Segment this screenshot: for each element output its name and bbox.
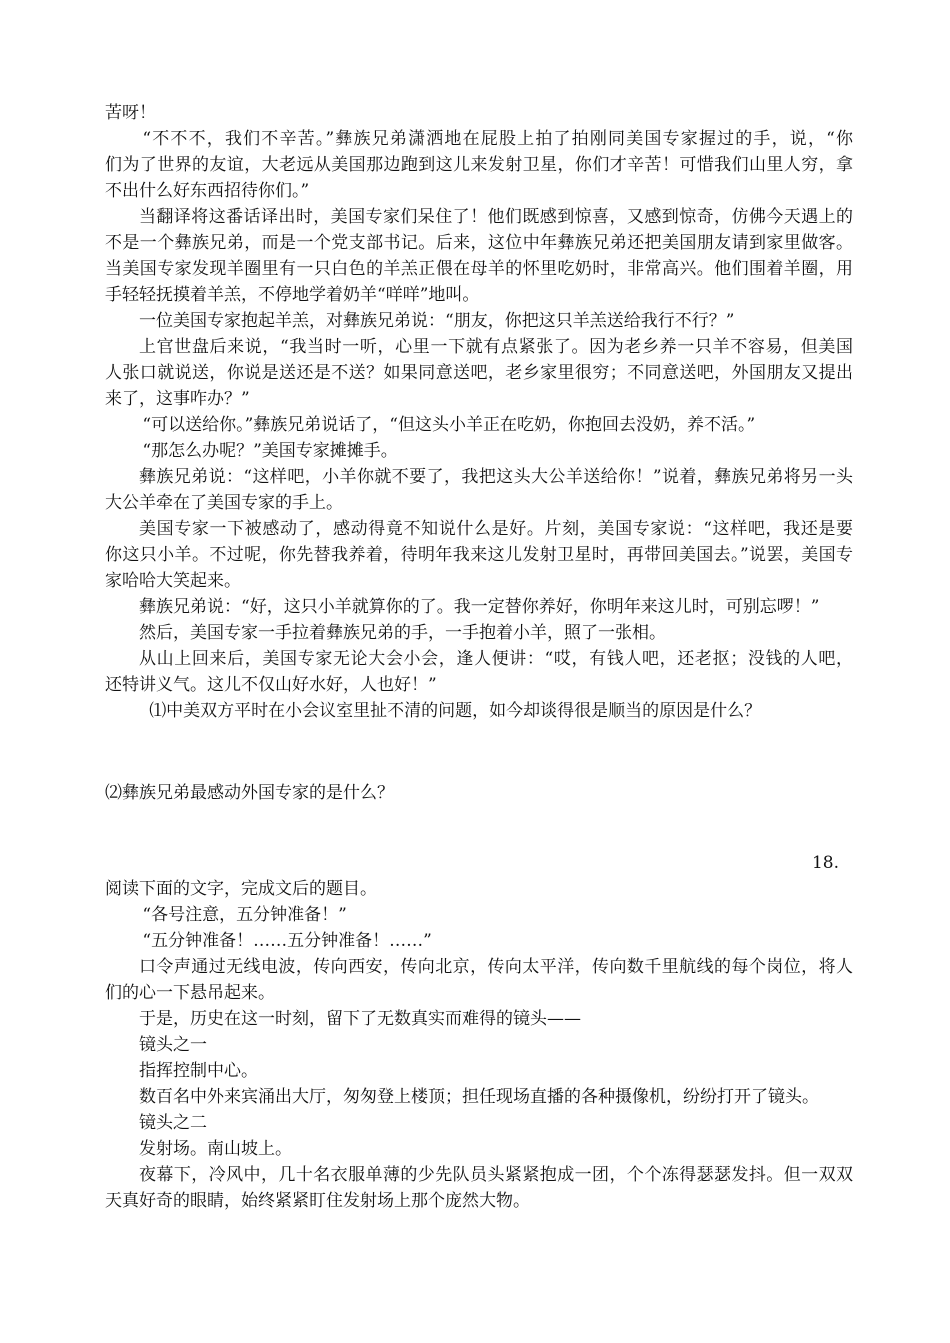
text-line: 苦呀！	[105, 103, 156, 123]
text-line: 一位美国专家抱起羊羔，对彝族兄弟说：“朋友，你把这只羊羔送给我行不行？”	[139, 311, 735, 331]
text-line: “那怎么办呢？”美国专家摊摊手。	[142, 441, 398, 461]
text-line: 阅读下面的文字，完成文后的题目。	[105, 879, 377, 899]
answer-space	[105, 724, 853, 780]
text-line: 指挥控制中心。	[139, 1061, 258, 1081]
text-line: 口令声通过无线电波，传向西安，传向北京，传向太平洋，传向数千里航线的每个岗位，将人	[139, 957, 853, 977]
text-line: 然后，美国专家一手拉着彝族兄弟的手，一手抱着小羊，照了一张相。	[139, 623, 666, 643]
text-line: 镜头之一	[139, 1035, 207, 1055]
text-line: 人张口就说送，你说是送还是不送？如果同意送吧，老乡家里很穷；不同意送吧，外国朋友又提出	[105, 363, 853, 383]
text-line: ⑴中美双方平时在小会议室里扯不清的问题，如今却谈得很是顺当的原因是什么？	[149, 701, 762, 721]
text-line: 当翻译将这番话译出时，美国专家们呆住了！他们既感到惊喜，又感到惊奇，仿佛今天遇上的	[139, 207, 853, 227]
text-line: “可以送给你。”彝族兄弟说话了，“但这头小羊正在吃奶，你抱回去没奶，养不活。”	[142, 415, 756, 435]
text-line: 当美国专家发现羊圈里有一只白色的羊羔正偎在母羊的怀里吃奶时，非常高兴。他们围着羊圈，用	[105, 259, 853, 279]
text-line: 们的心一下悬吊起来。	[105, 983, 275, 1003]
text-line: 彝族兄弟说：“好，这只小羊就算你的了。我一定替你养好，你明年来这儿时，可别忘啰！”	[139, 597, 820, 617]
text-line: 从山上回来后，美国专家无论大会小会，逢人便讲：“哎，有钱人吧，还老抠；没钱的人吧，	[139, 649, 853, 669]
text-line: “各号注意，五分钟准备！”	[142, 905, 347, 925]
text-line: 天真好奇的眼睛，始终紧紧盯住发射场上那个庞然大物。	[105, 1191, 530, 1211]
text-line: 发射场。南山坡上。	[139, 1139, 292, 1159]
text-line: 家哈哈大笑起来。	[105, 571, 241, 591]
text-line: 不出什么好东西招待你们。”	[105, 181, 310, 201]
passage-text	[105, 100, 853, 724]
text-line: 大公羊牵在了美国专家的手上。	[105, 493, 343, 513]
text-line: 于是，历史在这一时刻，留下了无数真实而难得的镜头——	[139, 1009, 581, 1029]
question-2: ⑵彝族兄弟最感动外国专家的是什么？	[105, 783, 394, 803]
text-line: “不不不，我们不辛苦。”彝族兄弟潇洒地在屁股上拍了拍刚同美国专家握过的手，说，“你	[142, 129, 853, 149]
text-line: “五分钟准备！……五分钟准备！……”	[142, 931, 432, 951]
text-line: 夜幕下，冷风中，几十名衣服单薄的少先队员头紧紧抱成一团，个个冻得瑟瑟发抖。但一双双	[139, 1165, 853, 1185]
text-line: 镜头之二	[139, 1113, 207, 1133]
text-line: 还特讲义气。这儿不仅山好水好，人也好！”	[105, 675, 437, 695]
text-line: 数百名中外来宾涌出大厅，匆匆登上楼顶；担任现场直播的各种摄像机，纷纷打开了镜头。	[139, 1087, 819, 1107]
text-line: 不是一个彝族兄弟，而是一个党支部书记。后来，这位中年彝族兄弟还把美国朋友请到家里做客。	[105, 233, 853, 253]
text-line: 手轻轻抚摸着羊羔，不停地学着奶羊“咩咩”地叫。	[105, 285, 480, 305]
text-line: 你这只小羊。不过呢，你先替我养着，待明年我来这儿发射卫星时，再带回美国去。”说罢，美国专	[105, 545, 853, 565]
answer-space	[105, 806, 853, 850]
text-line: 来了，这事咋办？”	[105, 389, 250, 409]
text-line: 美国专家一下被感动了，感动得竟不知说什么是好。片刻，美国专家说：“这样吧，我还是要	[139, 519, 853, 539]
text-line: 们为了世界的友谊，大老远从美国那边跑到这儿来发射卫星，你们才辛苦！可惜我们山里人穷，拿	[105, 155, 853, 175]
question-number: 18.	[811, 853, 839, 873]
text-line: 彝族兄弟说：“这样吧，小羊你就不要了，我把这头大公羊送给你！”说着，彝族兄弟将另一头	[139, 467, 853, 487]
text-line: 上官世盘后来说，“我当时一听，心里一下就有点紧张了。因为老乡养一只羊不容易，但美国	[139, 337, 853, 357]
passage-text-2	[105, 876, 853, 1214]
document-page	[105, 100, 853, 1214]
